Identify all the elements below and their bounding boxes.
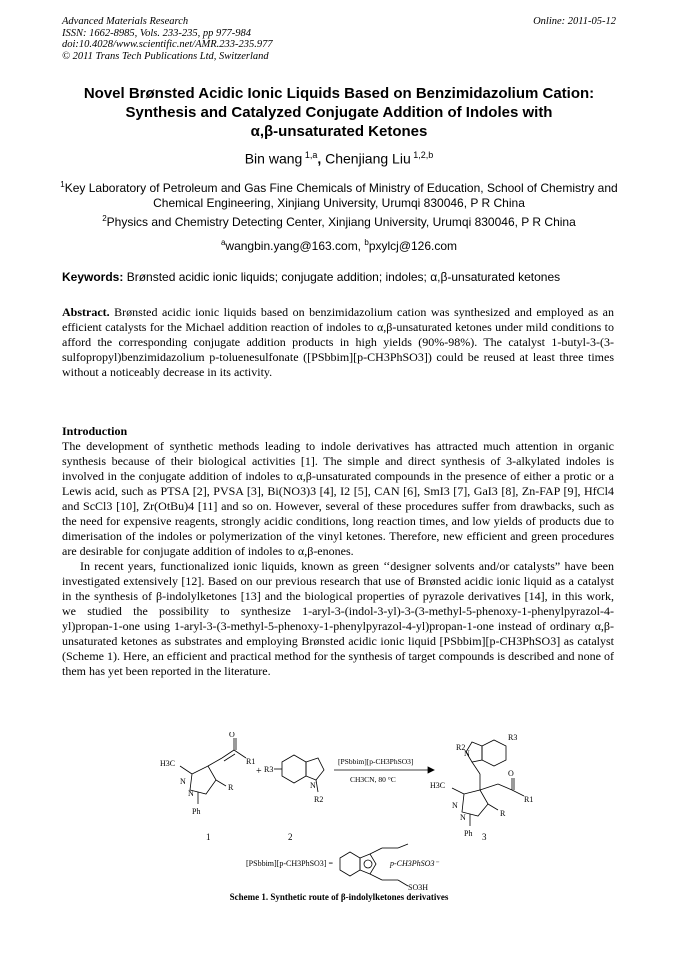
atom-r2-2: R2: [314, 795, 324, 804]
author-2: Chenjiang Liu: [325, 150, 411, 167]
atom-o-1: O: [229, 732, 235, 739]
atom-h3c-1: H3C: [160, 759, 176, 768]
affiliation-2: [56, 211, 622, 230]
paper-title: [40, 84, 638, 141]
email-a-sup: a: [220, 238, 226, 247]
author-separator: ,: [317, 150, 326, 167]
compound-1-label: 1: [206, 832, 211, 842]
scheme-caption: Scheme 1. Synthetic route of β-indolylketones derivatives: [229, 892, 449, 902]
copyright-line: © 2011 Trans Tech Publications Ltd, Switzerland: [62, 50, 269, 62]
atom-n-1a: N: [180, 777, 186, 786]
atom-r-1: R: [228, 783, 234, 792]
author-list: [0, 150, 678, 167]
atom-n-3c: N: [460, 813, 466, 822]
catalyst-name: [PSbbim][p-CH3PhSO3] =: [246, 859, 333, 868]
plus-sign: +: [256, 766, 262, 777]
atom-n-1b: N: [188, 789, 194, 798]
doi-line[interactable]: doi:10.4028/www.scientific.net/AMR.233-235.977: [62, 39, 273, 50]
atom-n-3b: N: [452, 801, 458, 810]
atom-r3-3: R3: [508, 733, 518, 742]
email-a[interactable]: wangbin.yang@163.com,: [225, 239, 365, 253]
affiliation-2-text: Physics and Chemistry Detecting Center, Xinjiang University, Urumqi 830046, P R China: [106, 215, 576, 229]
atom-r1-3: R1: [524, 795, 534, 804]
author-1: Bin wang: [244, 150, 303, 167]
atom-r1-1: R1: [246, 757, 256, 766]
reagent-catalyst: [PSbbim][p-CH3PhSO3]: [338, 757, 414, 766]
affiliation-1-text: Key Laboratory of Petroleum and Gas Fine Chemicals of Ministry of Education, School of Chemistry and Chemical Engineering, Xinjiang University, Urumqi 830046, P R China: [64, 181, 618, 210]
keywords: [62, 270, 622, 284]
affiliation-1: [56, 177, 622, 211]
email-b-sup: b: [364, 238, 369, 247]
title-line-3: α,β-unsaturated Ketones: [250, 123, 428, 140]
atom-r3-2: R3: [264, 765, 274, 774]
compound-2: [264, 755, 324, 842]
atom-ph-1: Ph: [192, 807, 201, 816]
author-1-sup: 1,a: [304, 150, 318, 160]
introduction-para-1: The development of synthetic methods leading to indole derivatives has attracted much attention in organic synthesis because of their biological activities [1]. The simple and direct synthesis of 3-alkylated indoles is involved in the conjugate addition of indoles to α,β-unsaturated compounds in the presence of either a protic or a Lewis acid, such as PTSA [2], PVSA [3], Bi(NO3)3 [4], I2 [5], CAN [6], SmI3 [7], GaI3 [8], Zn-FAP [9], HfCl4 and ScCl3 [10], Zr(OtBu)4 [11] and so on. However, several of these procedures suffer from drawbacks, such as the need for expensive reagents, strongly acidic conditions, long reaction times, and low yields of products due to dimerisation of the indoles or polymerization of the vinyl ketones. Therefore, new efficient and green procedures are desirable for conjugate addition of indoles to α,β-enones.: [62, 439, 614, 558]
atom-r-3: R: [500, 809, 506, 818]
compound-3-label: 3: [482, 832, 487, 842]
journal-header: [62, 16, 616, 62]
atom-r2-3: R2: [456, 743, 466, 752]
title-line-2: Synthesis and Catalyzed Conjugate Addition of Indoles with: [125, 104, 553, 121]
email-line: [56, 235, 622, 254]
reagent-conditions: CH3CN, 80 °C: [350, 775, 396, 784]
introduction-para-2: In recent years, functionalized ionic liquids, known as green ‘‘designer solvents and/or catalysts” have been investigated extensively [12]. Based on our previous research that use of Brønsted acidic ionic liquid as a catalyst in the synthesis of β-indolylketones [13] and the biological properties of pyrazole derivatives [14], in this work, we studied the possibility to synthesize 1-aryl-3-(indol-3-yl)-3-(3-methyl-5-phenoxy-1-phenylpyrazol-4-yl)propan-1-one using 1-aryl-3-(3-methyl-5-phenoxy-1-phenylpyrazol-4-yl)propan-1-one instead of ordinary α,β-unsaturated ketones as substrates and employing Brønsted acidic ionic liquid [PSbbim][p-CH3PhSO3] as catalyst (Scheme 1). Here, an efficient and practical method for the synthesis of target compounds is described and none of them has yet been reported in the literature.: [62, 559, 614, 678]
keywords-label: Keywords:: [62, 270, 124, 284]
atom-n-3a: N: [464, 749, 470, 758]
compound-1: [160, 732, 255, 842]
catalyst-counterion: p-CH3PhSO3⁻: [390, 859, 439, 868]
author-2-sup: 1,2,b: [413, 150, 434, 160]
journal-name: Advanced Materials Research: [62, 16, 189, 27]
online-date: Online: 2011-05-12: [533, 16, 616, 27]
abstract-text: Brønsted acidic ionic liquids based on benzimidazolium cation was synthesized and employed as an efficient catalysts for the Michael addition reaction of indoles to α,β-unsaturated ketones under mild conditions to afford the corresponding conjugate addition products in high yields (90%-98%). The catalyst 1-butyl-3-(3-sulfopropyl)benzimidazolium p-toluenesulfonate ([PSbbim][p-CH3PhSO3]) could be reused at least three times without a noticeably decrease in its activity.: [62, 305, 614, 379]
compound-2-label: 2: [288, 832, 293, 842]
catalyst-structure: [246, 844, 439, 892]
title-line-1: Novel Brønsted Acidic Ionic Liquids Based on Benzimidazolium Cation:: [83, 85, 595, 102]
keywords-text: Brønsted acidic ionic liquids; conjugate addition; indoles; α,β-unsaturated ketones: [123, 270, 561, 284]
abstract-label: Abstract.: [62, 305, 110, 319]
issn-line: ISSN: 1662-8985, Vols. 233-235, pp 977-984: [62, 27, 251, 39]
compound-3: [430, 733, 533, 842]
abstract: [62, 305, 614, 380]
affiliation-2-sup: 2: [102, 214, 107, 223]
email-b[interactable]: pxylcj@126.com: [368, 239, 458, 253]
atom-h3c-3: H3C: [430, 781, 446, 790]
reaction-scheme: [150, 732, 620, 912]
atom-n-2: N: [310, 781, 316, 790]
introduction-section: [62, 424, 614, 679]
atom-o-3: O: [508, 769, 514, 778]
reaction-arrow: [334, 757, 434, 784]
affiliation-1-sup: 1: [60, 180, 65, 189]
catalyst-so3h: SO3H: [408, 883, 429, 892]
introduction-heading: Introduction: [62, 424, 128, 438]
atom-ph-3: Ph: [464, 829, 473, 838]
